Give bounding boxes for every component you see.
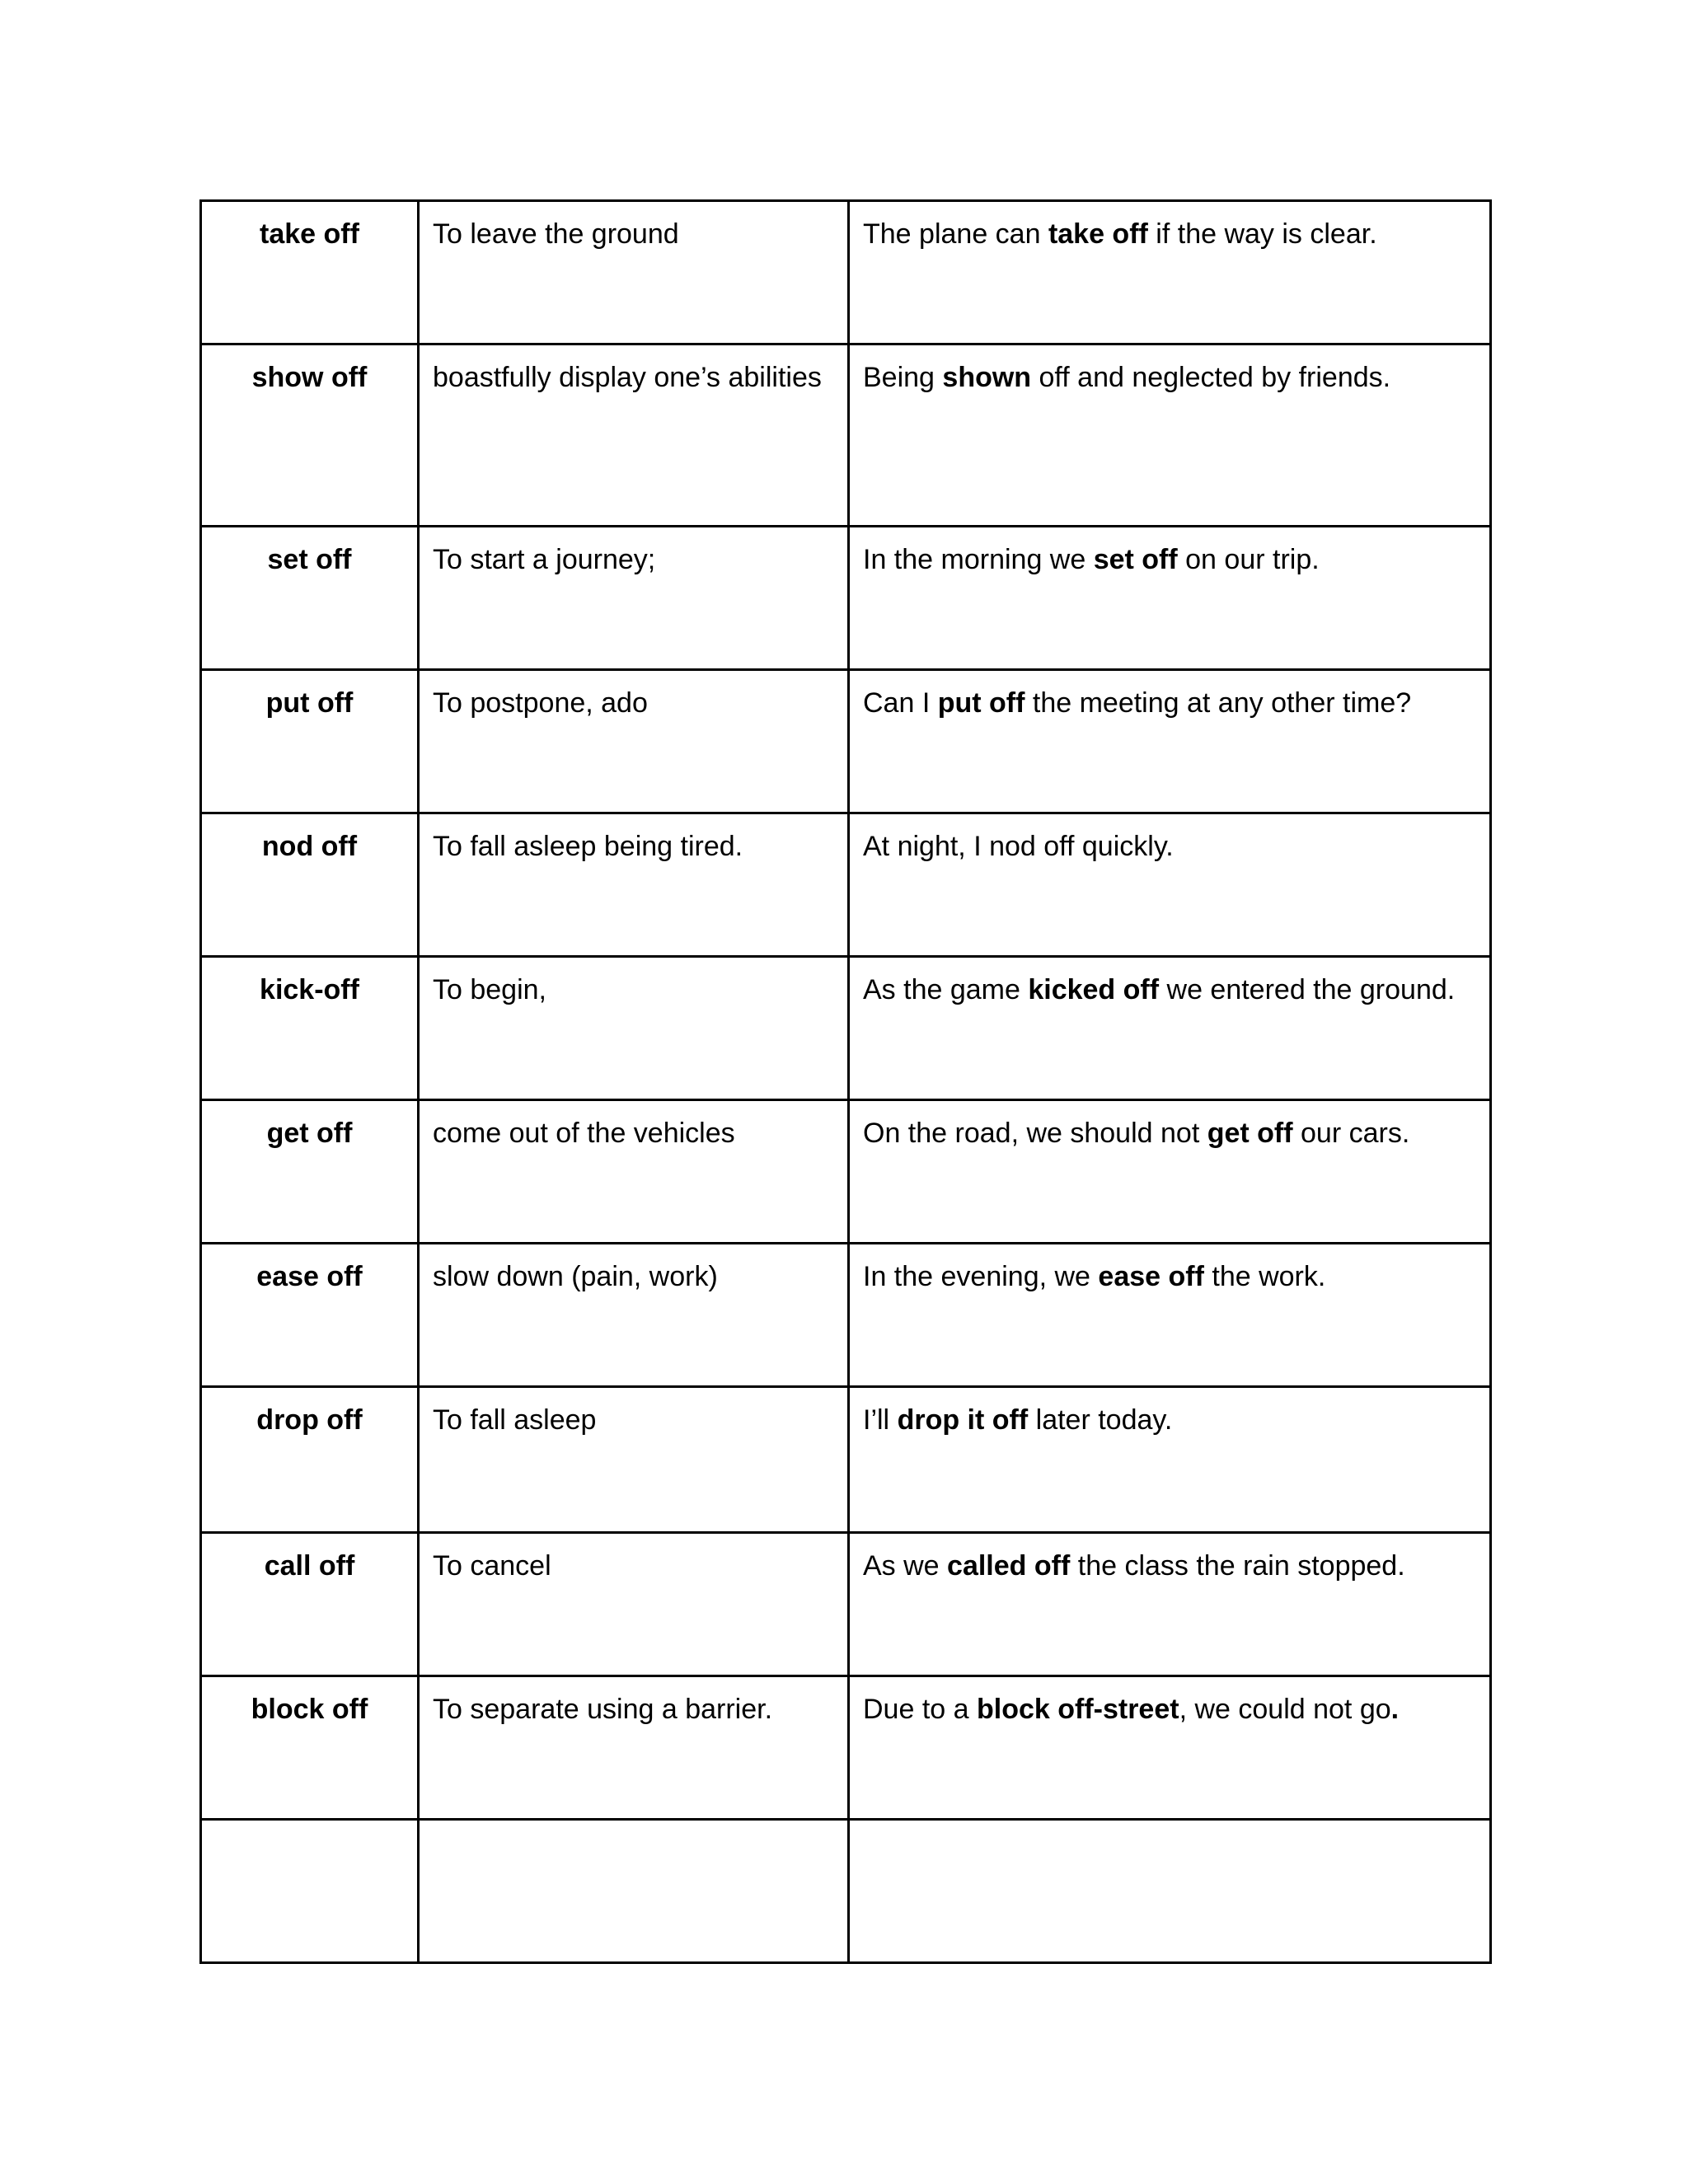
table-row (201, 957, 1491, 1100)
example-text: the work. (1203, 1261, 1326, 1292)
meaning-cell: boastfully display one’s abilities (419, 344, 849, 527)
example-text: On the road, we should not (863, 1118, 1207, 1149)
phrasal-verb-cell: drop off (201, 1387, 419, 1533)
example-bold-phrase: block off-street (976, 1694, 1179, 1725)
example-text: if the way is clear. (1147, 218, 1377, 250)
phrasal-verb-cell: put off (201, 670, 419, 813)
table-row-empty (201, 1820, 1491, 1963)
example-text: we entered the ground. (1159, 974, 1456, 1005)
table-row (201, 1244, 1491, 1387)
example-cell (849, 670, 1491, 813)
meaning-cell: To leave the ground (419, 201, 849, 344)
table-row (201, 813, 1491, 957)
example-text: , we could not go (1179, 1694, 1391, 1725)
phrasal-verb-cell: kick-off (201, 957, 419, 1100)
example-text: the meeting at any other time? (1025, 687, 1412, 719)
example-text: on our trip. (1177, 544, 1320, 575)
table-row (201, 527, 1491, 670)
phrasal-verb-cell: call off (201, 1533, 419, 1676)
table-row (201, 1100, 1491, 1244)
table-body (201, 201, 1491, 1963)
example-text: In the evening, we (863, 1261, 1099, 1292)
example-bold-phrase: take off (1048, 218, 1148, 250)
example-text: off and neglected by friends. (1031, 362, 1391, 393)
phrasal-verb-cell: set off (201, 527, 419, 670)
example-bold-phrase: shown (942, 362, 1032, 393)
example-text: As we (863, 1550, 948, 1582)
example-text: Being (863, 362, 943, 393)
example-cell (849, 527, 1491, 670)
phrasal-verb-cell: show off (201, 344, 419, 527)
example-bold-phrase: kicked off (1028, 974, 1160, 1005)
phrasal-verb-cell: ease off (201, 1244, 419, 1387)
meaning-cell: To postpone, ado (419, 670, 849, 813)
example-cell (849, 1387, 1491, 1533)
example-cell (849, 1244, 1491, 1387)
phrasal-verb-cell: take off (201, 201, 419, 344)
example-bold-phrase: called off (947, 1550, 1071, 1582)
example-text: The plane can (863, 218, 1048, 250)
table-row (201, 1387, 1491, 1533)
example-bold-phrase: drop it off (897, 1404, 1029, 1436)
example-text: later today. (1028, 1404, 1173, 1436)
meaning-cell: To begin, (419, 957, 849, 1100)
table-row (201, 670, 1491, 813)
example-cell (849, 813, 1491, 957)
example-cell (849, 1820, 1491, 1963)
phrasal-verb-cell (201, 1820, 419, 1963)
meaning-cell (419, 1820, 849, 1963)
example-cell (849, 201, 1491, 344)
phrasal-verbs-table (199, 199, 1492, 1964)
meaning-cell: To fall asleep being tired. (419, 813, 849, 957)
meaning-cell: slow down (pain, work) (419, 1244, 849, 1387)
example-text: Can I (863, 687, 938, 719)
example-bold-phrase: set off (1093, 544, 1178, 575)
example-cell (849, 344, 1491, 527)
example-text: Due to a (863, 1694, 977, 1725)
phrasal-verb-cell: get off (201, 1100, 419, 1244)
example-text: our cars. (1292, 1118, 1410, 1149)
meaning-cell: To start a journey; (419, 527, 849, 670)
example-text: At night, I nod off quickly. (863, 831, 1174, 862)
phrasal-verb-cell: nod off (201, 813, 419, 957)
table-row (201, 344, 1491, 527)
example-text: In the morning we (863, 544, 1094, 575)
example-cell (849, 1533, 1491, 1676)
table-row (201, 1676, 1491, 1820)
example-cell (849, 957, 1491, 1100)
meaning-cell: To separate using a barrier. (419, 1676, 849, 1820)
example-bold-phrase: . (1390, 1694, 1400, 1725)
example-bold-phrase: ease off (1098, 1261, 1204, 1292)
meaning-cell: To fall asleep (419, 1387, 849, 1533)
meaning-cell: To cancel (419, 1533, 849, 1676)
table-row (201, 201, 1491, 344)
meaning-cell: come out of the vehicles (419, 1100, 849, 1244)
example-text: I’ll (863, 1404, 898, 1436)
example-text: the class the rain stopped. (1070, 1550, 1405, 1582)
example-bold-phrase: get off (1207, 1118, 1293, 1149)
example-cell (849, 1676, 1491, 1820)
example-bold-phrase: put off (937, 687, 1025, 719)
table-row (201, 1533, 1491, 1676)
example-cell (849, 1100, 1491, 1244)
example-text: As the game (863, 974, 1029, 1005)
phrasal-verb-cell: block off (201, 1676, 419, 1820)
